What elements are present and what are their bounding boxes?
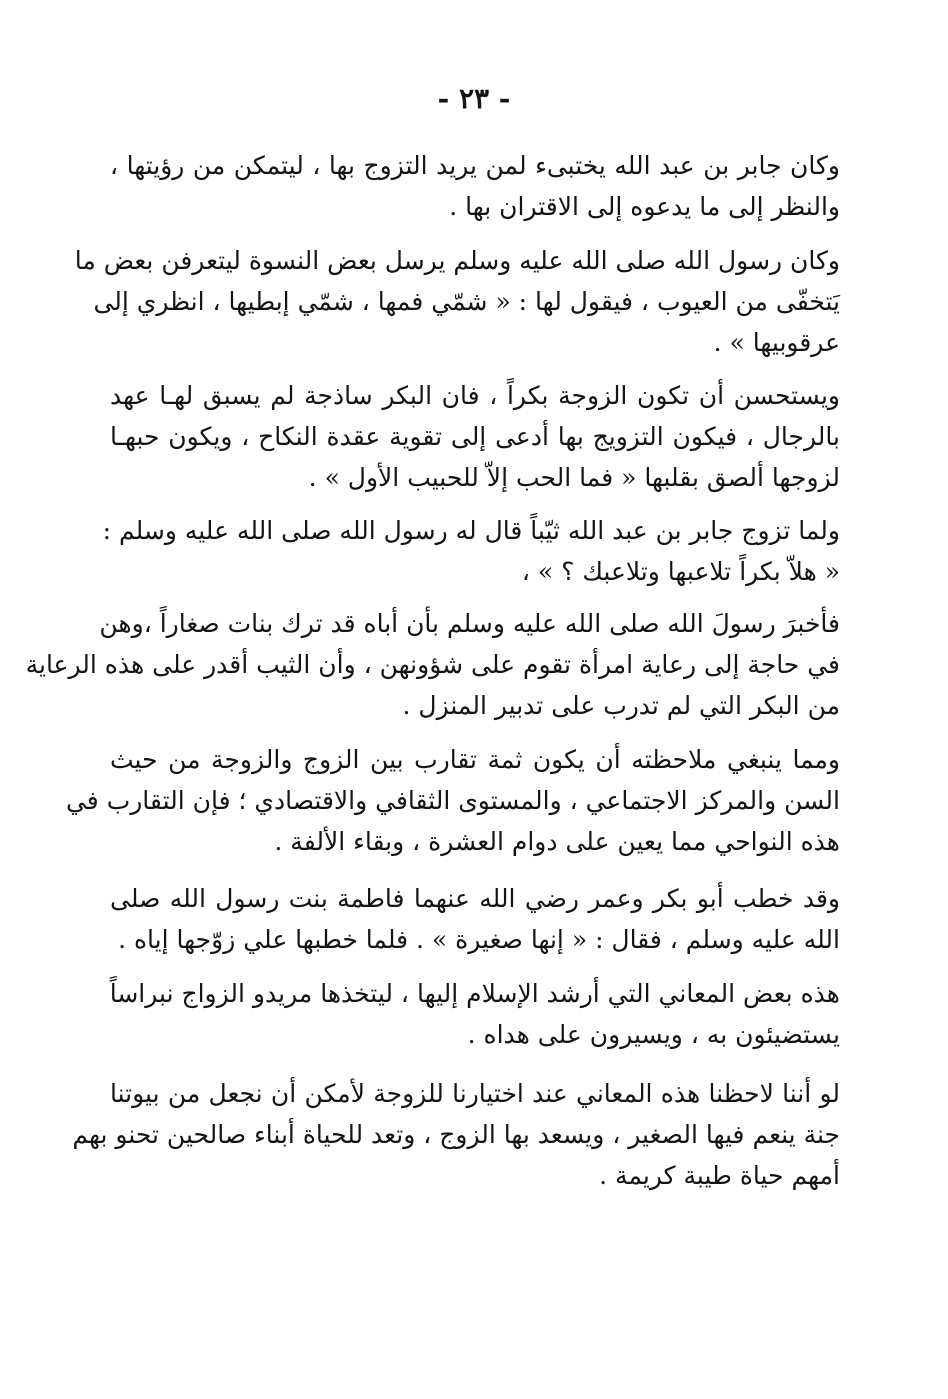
paragraph-line: جنة ينعم فيها الصغير ، ويسعد بها الزوج ، وتعد للحياة أبناء صالحين تحنو بهم <box>72 1120 840 1149</box>
paragraph-line: وقد خطب أبو بكر وعمر رضي الله عنهما فاطمة بنت رسول الله صلى <box>110 884 840 913</box>
paragraph-line: هذه بعض المعاني التي أرشد الإسلام إليها ، ليتخذها مريدو الزواج نبراساً <box>109 979 840 1008</box>
paragraph-2 <box>74 240 840 363</box>
paragraph-line: وكان رسول الله صلى الله عليه وسلم يرسل بعض النسوة ليتعرفن بعض ما <box>74 246 840 275</box>
paragraph-line: أمهم حياة طيبة كريمة . <box>599 1161 840 1190</box>
paragraph-line: يستضيئون به ، ويسيرون على هداه . <box>467 1020 840 1049</box>
paragraph-line: « هلاّ بكراً تلاعبها وتلاعبك ؟ » ، <box>521 557 840 586</box>
paragraph-line: من البكر التي لم تدرب على تدبير المنزل . <box>402 691 840 720</box>
paragraph-line: ومما ينبغي ملاحظته أن يكون ثمة تقارب بين الزوج والزوجة من حيث <box>110 745 840 774</box>
paragraph-line: هذه النواحي مما يعين على دوام العشرة ، وبقاء الألفة . <box>274 827 840 856</box>
paragraph-line: لو أننا لاحظنا هذه المعاني عند اختيارنا للزوجة لأمكن أن نجعل من بيوتنا <box>110 1079 840 1108</box>
paragraph-1 <box>110 145 840 227</box>
paragraph-line: يَتخفّى من العيوب ، فيقول لها : « شمّي فمها ، شمّي إبطيها ، انظري إلى <box>93 287 840 316</box>
paragraph-line: لزوجها ألصق بقلبها « فما الحب إلاّ للحبيب الأول » . <box>308 463 840 492</box>
paragraph-line: الله عليه وسلم ، فقال : « إنها صغيرة » . فلما خطبها علي زوّجها إياه . <box>118 925 840 954</box>
paragraph-line: في حاجة إلى رعاية امرأة تقوم على شؤونهن ، وأن الثيب أقدر على هذه الرعاية <box>25 650 840 679</box>
paragraph-line: والنظر إلى ما يدعوه إلى الاقتران بها . <box>449 192 840 221</box>
paragraph-line: ولما تزوج جابر بن عبد الله ثيّباً قال له رسول الله صلى الله عليه وسلم : <box>102 516 840 545</box>
paragraph-line: بالرجال ، فيكون التزويج بها أدعى إلى تقوية عقدة النكاح ، ويكون حبهـا <box>110 422 840 451</box>
paragraph-4 <box>102 510 840 592</box>
paragraph-line: فأخبرَ رسولَ الله صلى الله عليه وسلم بأن أباه قد ترك بنات صغاراً ،وهن <box>99 609 840 638</box>
paragraph-line: ويستحسن أن تكون الزوجة بكراً ، فان البكر ساذجة لم يسبق لهـا عهد <box>110 381 840 410</box>
paragraph-5 <box>25 603 840 726</box>
paragraph-3 <box>110 375 840 498</box>
paragraph-line: وكان جابر بن عبد الله يختبىء لمن يريد التزوج بها ، ليتمكن من رؤيتها ، <box>110 151 840 180</box>
paragraph-line: عرقوبيها » . <box>713 328 840 357</box>
paragraph-7 <box>110 878 840 960</box>
page-number: - ٢٣ - <box>437 82 511 115</box>
paragraph-6 <box>65 739 840 862</box>
paragraph-9 <box>72 1073 840 1196</box>
paragraph-line: السن والمركز الاجتماعي ، والمستوى الثقافي والاقتصادي ؛ فإن التقارب في <box>65 786 840 815</box>
paragraph-8 <box>110 973 840 1055</box>
